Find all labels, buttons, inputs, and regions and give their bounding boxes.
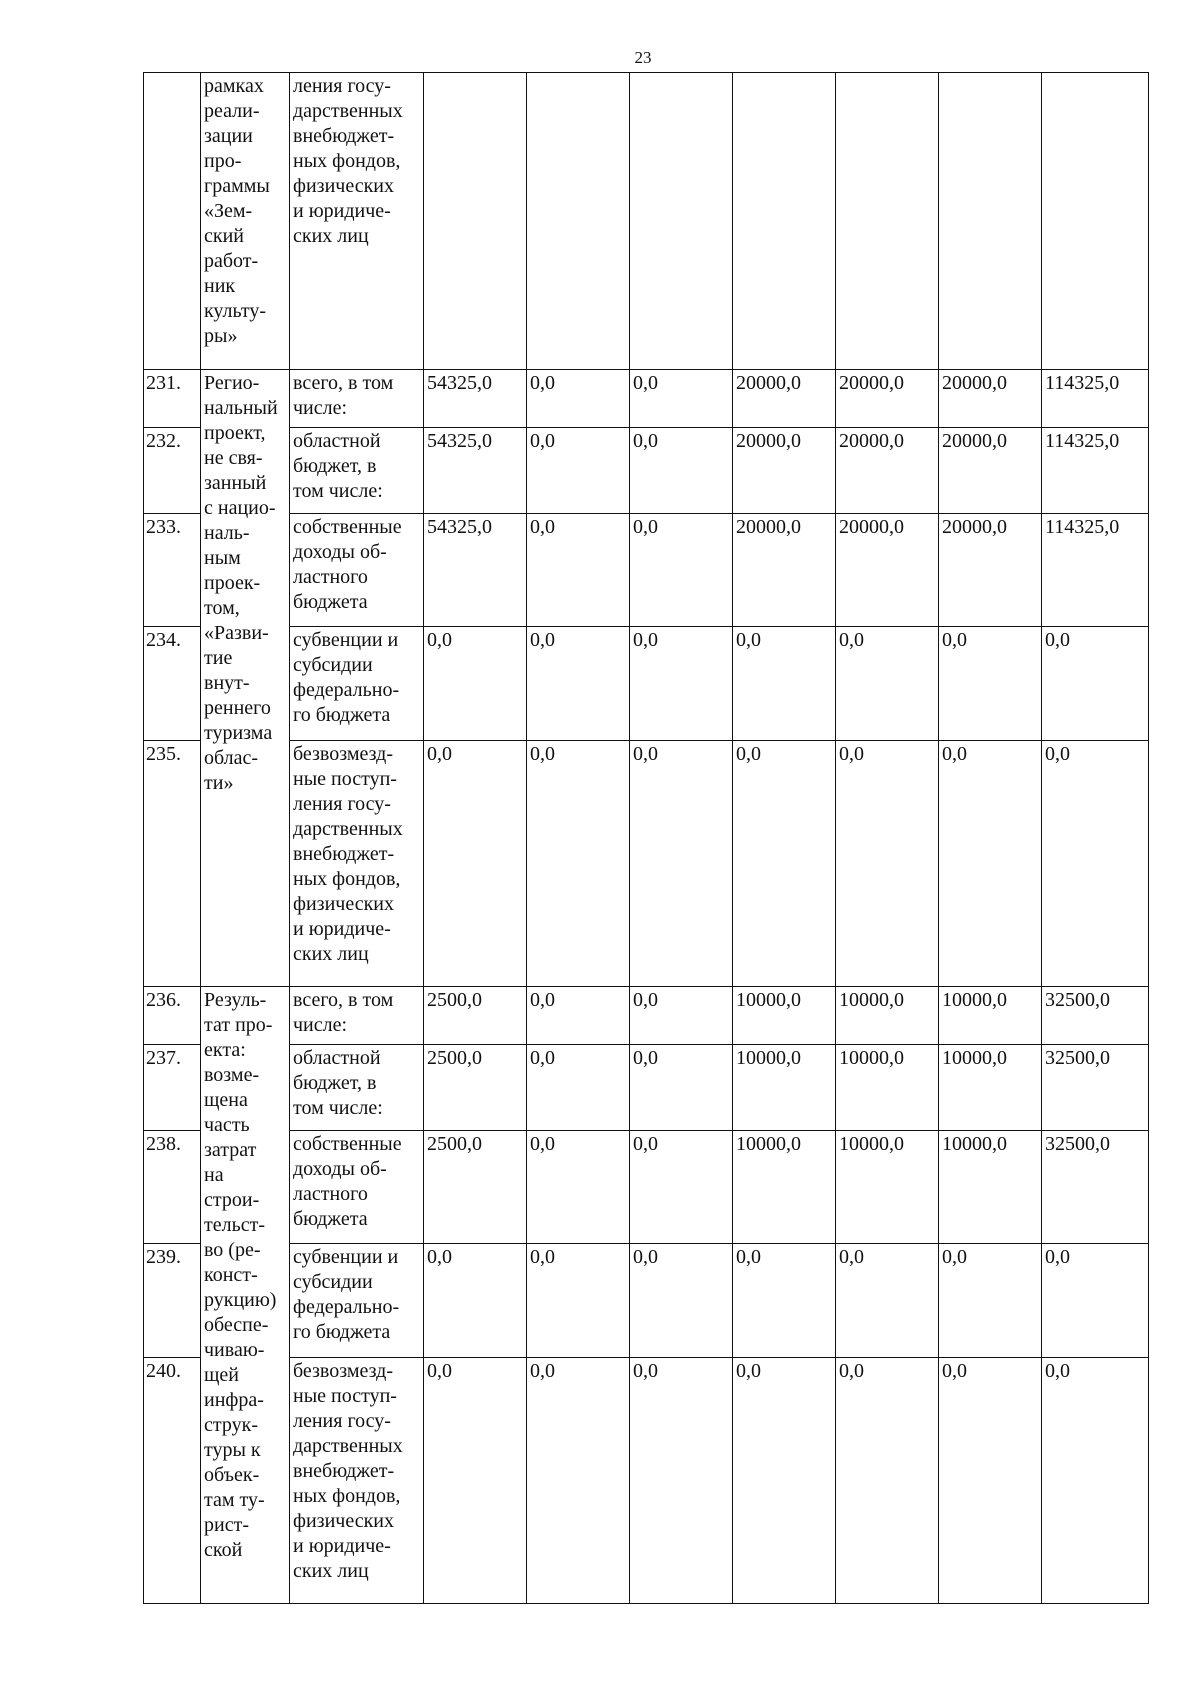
value-cell: 0,0 xyxy=(527,428,630,514)
value-cell: 0,0 xyxy=(630,1244,733,1358)
value-cell: 32500,0 xyxy=(1042,987,1149,1045)
funding-source-cell: областной бюджет, в том числе: xyxy=(290,1045,424,1131)
value-cell: 54325,0 xyxy=(424,514,527,627)
funding-source-cell: субвенции и субсидии федерально- го бюджета xyxy=(290,1244,424,1358)
value-cell: 0,0 xyxy=(733,741,836,987)
table-row xyxy=(144,741,1149,987)
row-number-cell: 234. xyxy=(144,627,201,741)
value-cell: 0,0 xyxy=(733,1358,836,1604)
row-number-cell: 236. xyxy=(144,987,201,1045)
value-cell xyxy=(630,73,733,370)
table-row xyxy=(144,428,1149,514)
value-cell: 10000,0 xyxy=(939,1131,1042,1244)
value-cell: 0,0 xyxy=(836,741,939,987)
value-cell: 10000,0 xyxy=(939,987,1042,1045)
description-cell: Резуль- тат про- екта: возме- щена часть затрат на строи- тельст- во (ре- конст- рукцию) обеспе- чиваю- щей инфра- струк- туры к объек- там ту- рист- ской xyxy=(201,987,290,1604)
value-cell: 0,0 xyxy=(733,1244,836,1358)
value-cell: 0,0 xyxy=(424,1244,527,1358)
value-cell: 10000,0 xyxy=(836,987,939,1045)
row-number-cell xyxy=(144,73,201,370)
value-cell: 0,0 xyxy=(939,1358,1042,1604)
value-cell: 2500,0 xyxy=(424,987,527,1045)
value-cell: 10000,0 xyxy=(939,1045,1042,1131)
description-cell: Регио- нальный проект, не свя- занный с нацио- наль- ным проек- том, «Разви- тие внут- реннего туризма облас- ти» xyxy=(201,370,290,987)
value-cell: 2500,0 xyxy=(424,1131,527,1244)
row-number-cell: 232. xyxy=(144,428,201,514)
row-number-cell: 235. xyxy=(144,741,201,987)
value-cell: 0,0 xyxy=(630,370,733,428)
page-number: 23 xyxy=(634,48,652,67)
value-cell: 0,0 xyxy=(527,514,630,627)
value-cell: 0,0 xyxy=(939,741,1042,987)
value-cell xyxy=(424,73,527,370)
funding-source-cell: ления госу- дарственных внебюджет- ных фондов, физических и юридиче- ских лиц xyxy=(290,73,424,370)
funding-source-cell: собственные доходы об- ластного бюджета xyxy=(290,514,424,627)
value-cell: 0,0 xyxy=(733,627,836,741)
row-number-cell: 231. xyxy=(144,370,201,428)
value-cell: 0,0 xyxy=(630,987,733,1045)
value-cell: 54325,0 xyxy=(424,428,527,514)
value-cell: 10000,0 xyxy=(836,1131,939,1244)
value-cell: 0,0 xyxy=(1042,1244,1149,1358)
value-cell: 0,0 xyxy=(527,1045,630,1131)
row-number-cell: 238. xyxy=(144,1131,201,1244)
value-cell: 10000,0 xyxy=(733,1131,836,1244)
value-cell: 0,0 xyxy=(939,627,1042,741)
budget-table xyxy=(143,72,1149,1604)
table-row xyxy=(144,370,1149,428)
row-number-cell: 240. xyxy=(144,1358,201,1604)
value-cell: 0,0 xyxy=(630,1131,733,1244)
value-cell: 20000,0 xyxy=(733,370,836,428)
value-cell: 0,0 xyxy=(939,1244,1042,1358)
table-row xyxy=(144,1045,1149,1131)
value-cell: 0,0 xyxy=(527,741,630,987)
value-cell: 32500,0 xyxy=(1042,1045,1149,1131)
value-cell: 0,0 xyxy=(527,1131,630,1244)
value-cell: 0,0 xyxy=(424,627,527,741)
value-cell: 20000,0 xyxy=(836,514,939,627)
value-cell xyxy=(939,73,1042,370)
value-cell xyxy=(527,73,630,370)
funding-source-cell: собственные доходы об- ластного бюджета xyxy=(290,1131,424,1244)
value-cell: 0,0 xyxy=(630,428,733,514)
value-cell: 0,0 xyxy=(630,1045,733,1131)
value-cell xyxy=(733,73,836,370)
value-cell: 20000,0 xyxy=(836,370,939,428)
value-cell: 54325,0 xyxy=(424,370,527,428)
value-cell: 0,0 xyxy=(1042,741,1149,987)
table-row xyxy=(144,1131,1149,1244)
table-row xyxy=(144,514,1149,627)
value-cell: 20000,0 xyxy=(733,514,836,627)
row-number-cell: 237. xyxy=(144,1045,201,1131)
value-cell: 20000,0 xyxy=(939,428,1042,514)
funding-source-cell: безвозмезд- ные поступ- ления госу- дарственных внебюджет- ных фондов, физических и юридиче- ских лиц xyxy=(290,741,424,987)
funding-source-cell: областной бюджет, в том числе: xyxy=(290,428,424,514)
funding-source-cell: безвозмезд- ные поступ- ления госу- дарственных внебюджет- ных фондов, физических и юридиче- ских лиц xyxy=(290,1358,424,1604)
funding-source-cell: всего, в том числе: xyxy=(290,370,424,428)
table-row xyxy=(144,987,1149,1045)
value-cell: 114325,0 xyxy=(1042,428,1149,514)
value-cell: 0,0 xyxy=(527,1244,630,1358)
value-cell: 2500,0 xyxy=(424,1045,527,1131)
value-cell: 114325,0 xyxy=(1042,370,1149,428)
value-cell: 0,0 xyxy=(1042,1358,1149,1604)
value-cell xyxy=(836,73,939,370)
description-cell: рамках реали- зации про- граммы «Зем- ский работ- ник культу- ры» xyxy=(201,73,290,370)
value-cell: 0,0 xyxy=(527,627,630,741)
value-cell: 0,0 xyxy=(836,627,939,741)
value-cell: 0,0 xyxy=(527,987,630,1045)
value-cell: 0,0 xyxy=(424,1358,527,1604)
value-cell: 20000,0 xyxy=(939,370,1042,428)
funding-source-cell: всего, в том числе: xyxy=(290,987,424,1045)
value-cell: 20000,0 xyxy=(733,428,836,514)
table-body xyxy=(144,73,1149,1604)
table-row xyxy=(144,1244,1149,1358)
value-cell: 20000,0 xyxy=(836,428,939,514)
funding-source-cell: субвенции и субсидии федерально- го бюджета xyxy=(290,627,424,741)
value-cell: 0,0 xyxy=(630,1358,733,1604)
value-cell: 114325,0 xyxy=(1042,514,1149,627)
value-cell: 0,0 xyxy=(630,741,733,987)
value-cell: 32500,0 xyxy=(1042,1131,1149,1244)
table-row xyxy=(144,627,1149,741)
value-cell: 10000,0 xyxy=(733,987,836,1045)
row-number-cell: 239. xyxy=(144,1244,201,1358)
value-cell: 20000,0 xyxy=(939,514,1042,627)
value-cell: 0,0 xyxy=(630,514,733,627)
table-row xyxy=(144,1358,1149,1604)
value-cell: 0,0 xyxy=(527,1358,630,1604)
value-cell: 0,0 xyxy=(527,370,630,428)
value-cell: 10000,0 xyxy=(733,1045,836,1131)
value-cell: 0,0 xyxy=(836,1358,939,1604)
value-cell: 0,0 xyxy=(836,1244,939,1358)
value-cell xyxy=(1042,73,1149,370)
value-cell: 0,0 xyxy=(630,627,733,741)
table-row xyxy=(144,73,1149,370)
value-cell: 0,0 xyxy=(1042,627,1149,741)
row-number-cell: 233. xyxy=(144,514,201,627)
value-cell: 10000,0 xyxy=(836,1045,939,1131)
value-cell: 0,0 xyxy=(424,741,527,987)
